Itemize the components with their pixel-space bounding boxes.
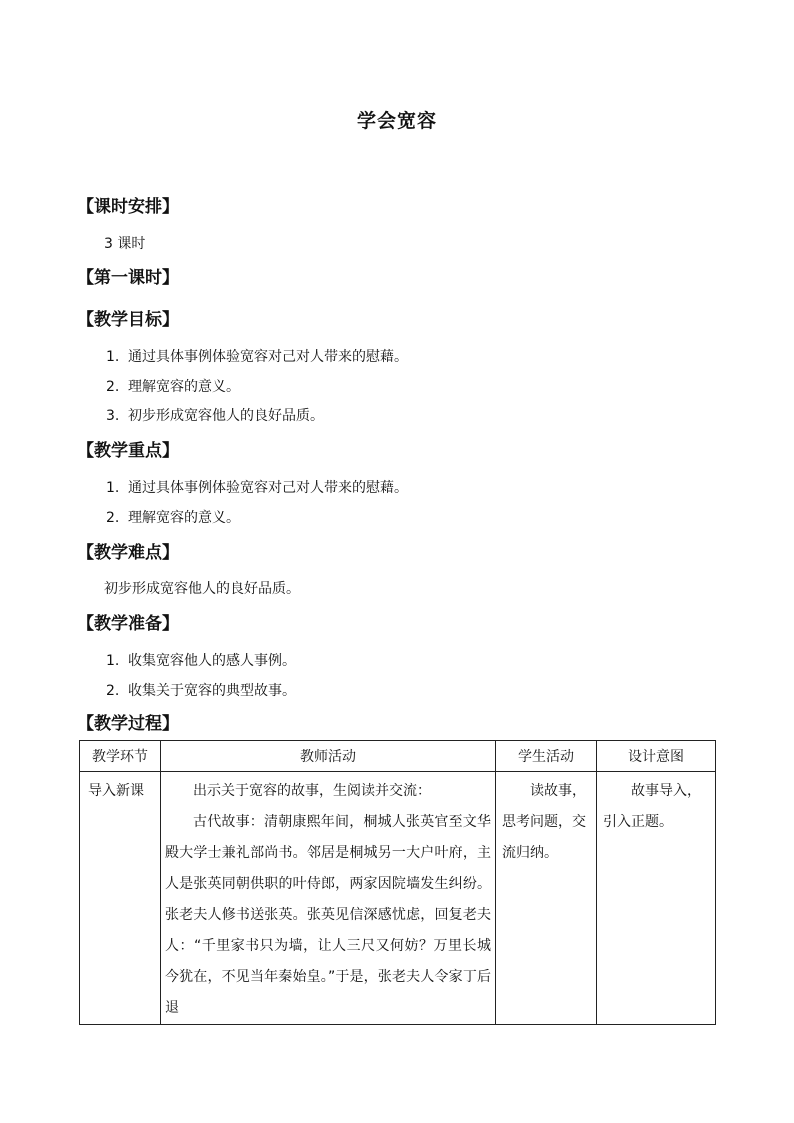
column-header-design: 设计意图 xyxy=(597,741,716,772)
key-point-number: 1. xyxy=(106,480,120,496)
preparation-item xyxy=(106,650,296,670)
objective-number: 1. xyxy=(106,349,120,365)
key-point-item xyxy=(106,477,408,497)
key-points-heading: 【教学重点】 xyxy=(77,441,179,461)
section-cell: 导入新课 xyxy=(80,772,161,1025)
objective-text: 初步形成宽容他人的良好品质。 xyxy=(128,408,324,424)
design-intent-text: 故事导入，引入正题。 xyxy=(603,783,701,830)
difficulties-heading: 【教学难点】 xyxy=(77,543,179,563)
first-lesson-heading: 【第一课时】 xyxy=(77,268,179,288)
teacher-activity-cell xyxy=(161,772,496,1025)
preparation-text: 收集宽容他人的感人事例。 xyxy=(128,653,296,669)
teaching-process-table xyxy=(79,740,716,1025)
key-point-item xyxy=(106,507,240,527)
objective-item xyxy=(106,376,240,396)
objective-text: 理解宽容的意义。 xyxy=(128,379,240,395)
difficulties-content: 初步形成宽容他人的良好品质。 xyxy=(104,581,300,597)
objective-number: 2. xyxy=(106,379,120,395)
key-point-text: 通过具体事例体验宽容对己对人带来的慰藉。 xyxy=(128,480,408,496)
objective-text: 通过具体事例体验宽容对己对人带来的慰藉。 xyxy=(128,349,408,365)
column-header-section: 教学环节 xyxy=(80,741,161,772)
schedule-heading: 【课时安排】 xyxy=(77,197,179,217)
key-point-text: 理解宽容的意义。 xyxy=(128,510,240,526)
objective-item xyxy=(106,346,408,366)
preparation-text: 收集关于宽容的典型故事。 xyxy=(128,683,296,699)
design-intent-cell xyxy=(597,772,716,1025)
key-point-number: 2. xyxy=(106,510,120,526)
teacher-paragraph: 出示关于宽容的故事，生阅读并交流： xyxy=(193,783,431,799)
objective-item xyxy=(106,405,324,425)
preparation-item xyxy=(106,680,296,700)
process-heading: 【教学过程】 xyxy=(77,714,179,734)
table-header-row xyxy=(80,741,716,772)
schedule-content: 3 课时 xyxy=(104,236,146,252)
student-activity-text: 读故事，思考问题，交流归纳。 xyxy=(502,783,586,861)
document-title: 学会宽容 xyxy=(356,110,437,132)
column-header-teacher: 教师活动 xyxy=(161,741,496,772)
preparation-number: 2. xyxy=(106,683,120,699)
table-row xyxy=(80,772,716,1025)
column-header-student: 学生活动 xyxy=(496,741,597,772)
preparation-heading: 【教学准备】 xyxy=(77,614,179,634)
teacher-paragraph: 古代故事：清朝康熙年间，桐城人张英官至文华殿大学士兼礼部尚书。邻居是桐城另一大户叶府，主人是张英同朝供职的叶侍郎，两家因院墙发生纠纷。张老夫人修书送张英。张英见信深感忧虑，回复老夫人：“千里家书只为墙，让人三尺又何妨？万里长城今犹在，不见当年秦始皇。”于是，张老夫人令家丁后退 xyxy=(165,814,491,1016)
objectives-heading: 【教学目标】 xyxy=(77,310,179,330)
student-activity-cell xyxy=(496,772,597,1025)
preparation-number: 1. xyxy=(106,653,120,669)
objective-number: 3. xyxy=(106,408,120,424)
